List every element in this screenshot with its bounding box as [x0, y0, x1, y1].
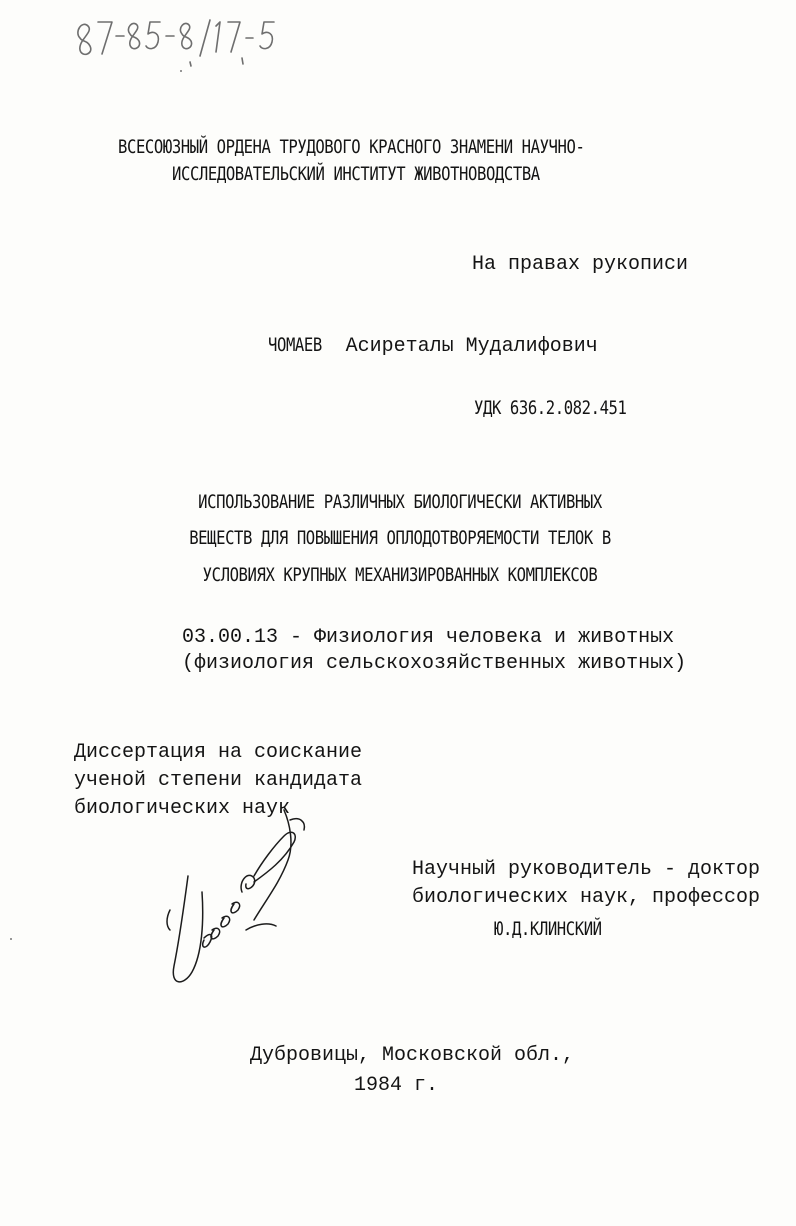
- udk-code: УДК 636.2.082.451: [474, 397, 627, 419]
- author-given-names: Асиреталы Мудалифович: [345, 335, 598, 358]
- publication-year: 1984 г.: [354, 1074, 439, 1097]
- supervisor-title-line-1: Научный руководитель - доктор: [412, 858, 761, 881]
- author-signature: [150, 800, 320, 1000]
- degree-line-1: Диссертация на соискание: [74, 741, 363, 764]
- thesis-title-line-1: ИСПОЛЬЗОВАНИЕ РАЗЛИЧНЫХ БИОЛОГИЧЕСКИ АКТИВНЫХ: [198, 491, 602, 513]
- specialty-line-2: (физиология сельскохозяйственных животных): [182, 652, 687, 675]
- thesis-title-line-2: ВЕЩЕСТВ ДЛЯ ПОВЫШЕНИЯ ОПЛОДОТВОРЯЕМОСТИ ТЕЛОК В: [189, 527, 611, 549]
- thesis-title-line-3: УСЛОВИЯХ КРУПНЫХ МЕХАНИЗИРОВАННЫХ КОМПЛЕКСОВ: [202, 564, 598, 586]
- rights-note: На правах рукописи: [472, 253, 689, 276]
- degree-line-2: ученой степени кандидата: [74, 769, 363, 792]
- paper-speck: [10, 938, 12, 940]
- degree-line-3: биологических наук: [74, 797, 291, 820]
- paper-speck: [180, 70, 182, 72]
- place-of-publication: Дубровицы, Московской обл.,: [250, 1044, 575, 1067]
- specialty-line-1: 03.00.13 - Физиология человека и животных: [182, 626, 675, 649]
- handwritten-archive-code: [70, 8, 300, 80]
- author-name: [268, 334, 598, 358]
- institute-name-line-2: ИССЛЕДОВАТЕЛЬСКИЙ ИНСТИТУТ ЖИВОТНОВОДСТВА: [172, 163, 540, 185]
- institute-name-line-1: ВСЕСОЮЗНЫЙ ОРДЕНА ТРУДОВОГО КРАСНОГО ЗНАМЕНИ НАУЧНО-: [118, 136, 585, 158]
- supervisor-name: Ю.Д.КЛИНСКИЙ: [494, 918, 602, 940]
- author-surname: ЧОМАЕВ: [268, 334, 322, 356]
- supervisor-title-line-2: биологических наук, профессор: [412, 886, 761, 909]
